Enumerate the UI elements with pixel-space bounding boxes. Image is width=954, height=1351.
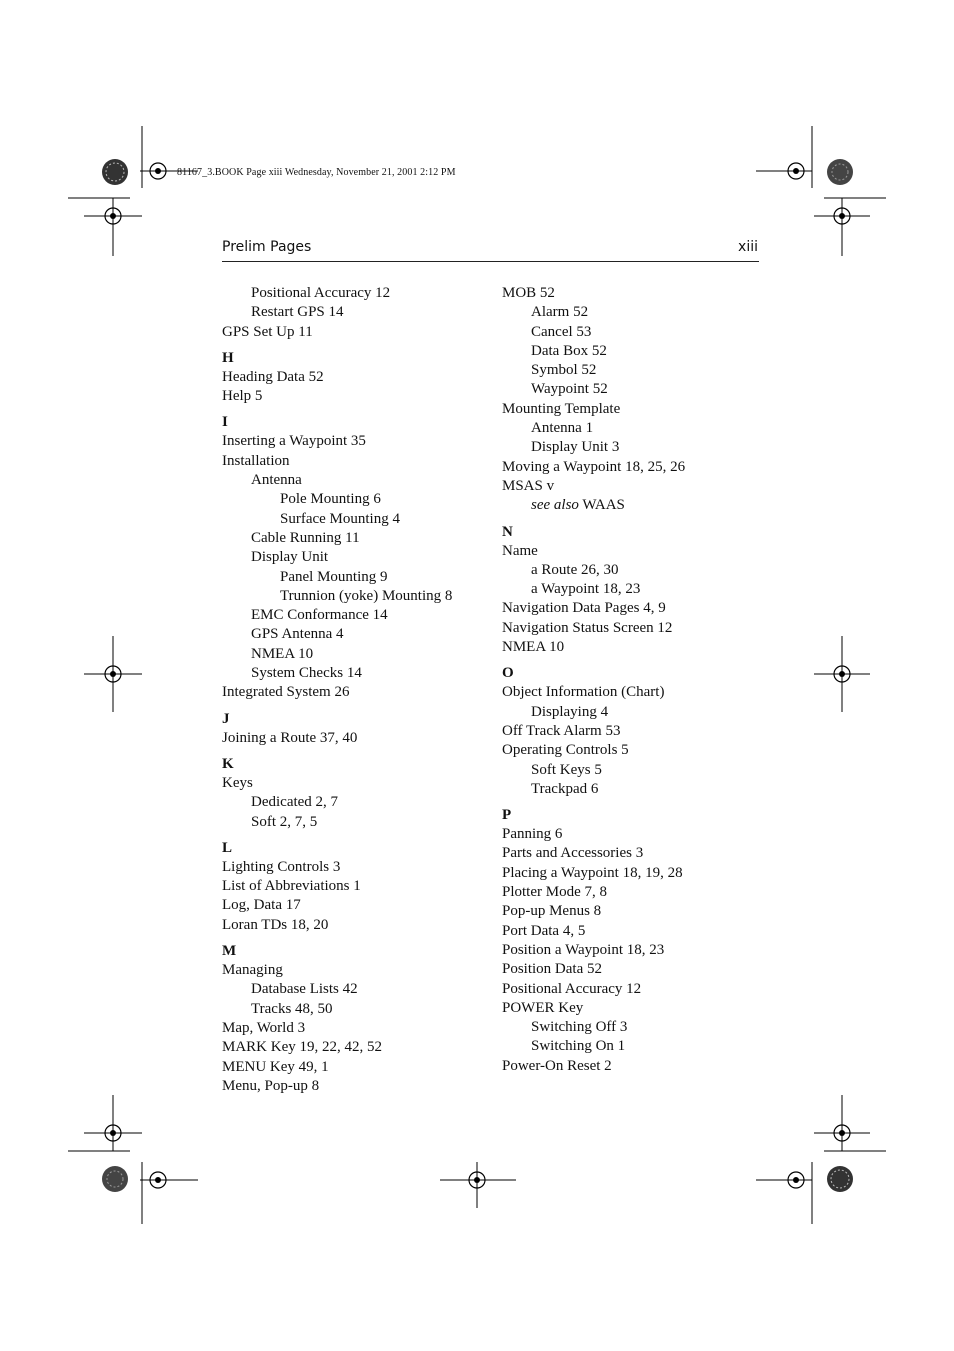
index-entry: Panel Mounting 9 [280,568,388,585]
index-entry: Help 5 [222,388,263,405]
cross-reference-target: WAAS [578,497,625,514]
index-entry: a Route 26, 30 [531,561,619,578]
index-entry: Panning 6 [502,826,563,843]
index-entry: Positional Accuracy 12 [502,980,642,997]
index-column-left [222,284,492,1096]
index-entry: Symbol 52 [531,362,597,379]
index-entry [502,496,772,515]
index-entry: Switching On 1 [531,1038,626,1055]
index-entry: Off Track Alarm 53 [502,722,621,739]
index-entry: Installation [222,452,290,469]
index-entry: Joining a Route 37, 40 [222,729,358,746]
index-entry: Waypoint 52 [531,381,608,398]
index-entry: Displaying 4 [531,703,609,720]
print-slug: 81167_3.BOOK Page xiii Wednesday, November 21, 2001 2:12 PM [177,167,456,178]
index-letter-heading: M [222,943,237,960]
index-letter-heading: K [222,755,234,772]
index-entry: Trunnion (yoke) Mounting 8 [280,587,453,604]
index-column-right [502,284,772,1076]
index-entry: Keys [222,774,253,791]
index-entry: Cancel 53 [531,323,592,340]
page-number: xiii [738,239,758,255]
index-entry: Parts and Accessories 3 [502,845,644,862]
index-entry: Position Data 52 [502,961,602,978]
index-entry: POWER Key [502,999,584,1016]
index-entry: Trackpad 6 [531,780,599,797]
index-entry: Inserting a Waypoint 35 [222,433,366,450]
index-entry: NMEA 10 [502,639,565,656]
index-entry: Restart GPS 14 [251,304,344,321]
index-entry: Dedicated 2, 7 [251,794,339,811]
index-entry: Integrated System 26 [222,684,350,701]
index-entry: Soft 2, 7, 5 [251,813,318,830]
index-entry: Managing [222,962,283,979]
index-entry: Display Unit 3 [531,439,620,456]
index-entry: Switching Off 3 [531,1019,628,1036]
index-entry: Menu, Pop-up 8 [222,1077,320,1094]
index-entry: Power-On Reset 2 [502,1057,612,1074]
index-entry: Display Unit [251,549,329,566]
cross-reference-label: see also [531,497,579,514]
index-entry: MARK Key 19, 22, 42, 52 [222,1039,382,1056]
index-letter-heading: J [222,710,230,727]
index-entry: Pop-up Menus 8 [502,903,602,920]
index-entry: Antenna [251,472,302,489]
index-entry: Database Lists 42 [251,981,358,998]
index-letter-heading: L [222,839,233,856]
index-entry: GPS Antenna 4 [251,626,344,643]
index-entry: Cable Running 11 [251,529,360,546]
index-entry: Object Information (Chart) [502,684,665,701]
index-entry: Pole Mounting 6 [280,491,381,508]
index-letter-heading: I [222,414,228,431]
index-entry: EMC Conformance 14 [251,607,388,624]
index-entry: Map, World 3 [222,1019,306,1036]
index-entry: System Checks 14 [251,665,362,682]
running-header-section: Prelim Pages [222,239,312,255]
index-entry: Position a Waypoint 18, 23 [502,941,665,958]
index-entry: Data Box 52 [531,342,607,359]
index-entry: Placing a Waypoint 18, 19, 28 [502,864,683,881]
index-entry: Surface Mounting 4 [280,510,400,527]
index-letter-heading: N [502,523,513,540]
index-entry: MOB 52 [502,285,555,301]
index-entry: Navigation Data Pages 4, 9 [502,600,666,617]
index-entry: Alarm 52 [531,304,589,321]
index-entry: Mounting Template [502,400,621,417]
index-entry: Soft Keys 5 [531,761,602,778]
index-entry: MENU Key 49, 1 [222,1058,329,1075]
index-entry: Navigation Status Screen 12 [502,619,673,636]
index-entry: Positional Accuracy 12 [251,285,391,301]
index-entry: Lighting Controls 3 [222,858,341,875]
index-entry: Moving a Waypoint 18, 25, 26 [502,458,686,475]
index-entry: Name [502,542,538,559]
index-entry: Antenna 1 [531,420,594,437]
index-entry: a Waypoint 18, 23 [531,581,641,598]
index-entry: GPS Set Up 11 [222,323,313,340]
index-entry: Log, Data 17 [222,897,301,914]
index-entry: Tracks 48, 50 [251,1000,333,1017]
header-rule [222,261,759,262]
index-entry: NMEA 10 [251,645,314,662]
index-entry: Operating Controls 5 [502,742,629,759]
index-entry: MSAS v [502,477,555,494]
index-entry: Heading Data 52 [222,368,324,385]
index-entry: Plotter Mode 7, 8 [502,884,607,901]
index-letter-heading: O [502,665,514,682]
index-entry: List of Abbreviations 1 [222,878,361,895]
index-letter-heading: P [502,807,512,824]
index-entry: Loran TDs 18, 20 [222,916,329,933]
index-entry: Port Data 4, 5 [502,922,586,939]
index-letter-heading: H [222,349,234,366]
